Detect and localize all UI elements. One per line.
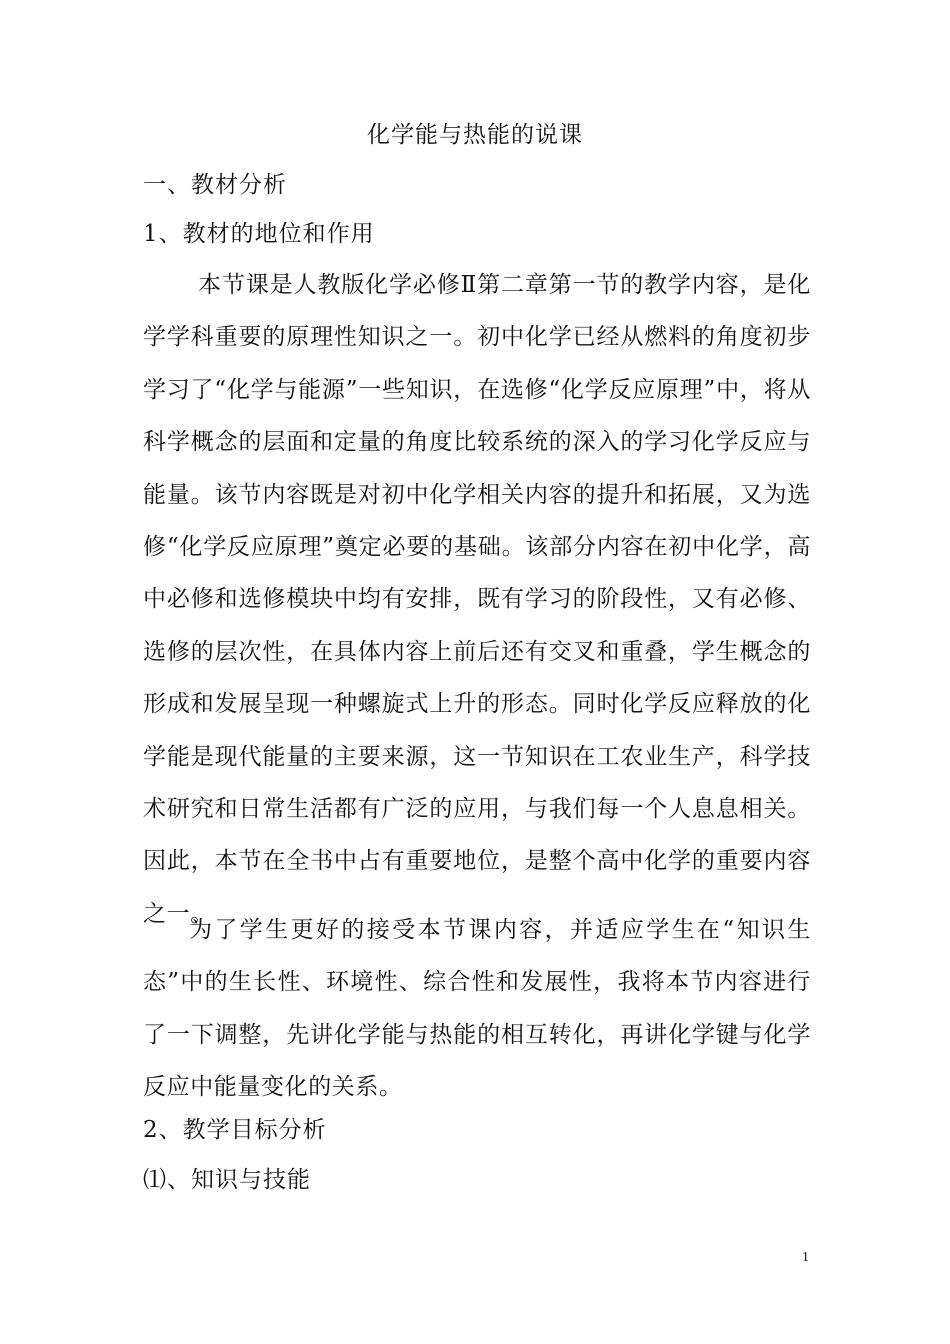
body-paragraph-2: 为了学生更好的接受本节课内容，并适应学生在“知识生态”中的生长性、环境性、综合性和发展性，我将本节内容进行了一下调整，先讲化学能与热能的相互转化，再讲化学键与化学反应中能量变化的关系。: [143, 917, 811, 1101]
body-paragraph-1: 本节课是人教版化学必修Ⅱ第二章第一节的教学内容，是化学学科重要的原理性知识之一。初中化学已经从燃料的角度初步学习了“化学与能源”一些知识，在选修“化学反应原理”中，将从科学概念的层面和定量的角度比较系统的深入的学习化学反应与能量。该节内容既是对初中化学相关内容的提升和拓展，又为选修“化学反应原理”奠定必要的基础。该部分内容在初中化学，高中必修和选修模块中均有安排，既有学习的阶段性，又有必修、选修的层次性，在具体内容上前后还有交叉和重叠，学生概念的形成和发展呈现一种螺旋式上升的形态。同时化学反应释放的化学能是现代能量的主要来源，这一节知识在工农业生产，科学技术研究和日常生活都有广泛的应用，与我们每一个人息息相关。因此，本节在全书中占有重要地位，是整个高中化学的重要内容之一。: [143, 272, 811, 927]
subsection-heading-status-and-role: 1、教材的地位和作用: [143, 221, 375, 247]
page-number: 1: [802, 1250, 809, 1265]
document-title: 化学能与热能的说课: [367, 122, 583, 148]
subsection-heading-teaching-goals: 2、教学目标分析: [143, 1117, 327, 1143]
subsubsection-heading-knowledge-skills: ⑴、知识与技能: [143, 1167, 311, 1193]
section-heading-textbook-analysis: 一、教材分析: [143, 172, 287, 198]
